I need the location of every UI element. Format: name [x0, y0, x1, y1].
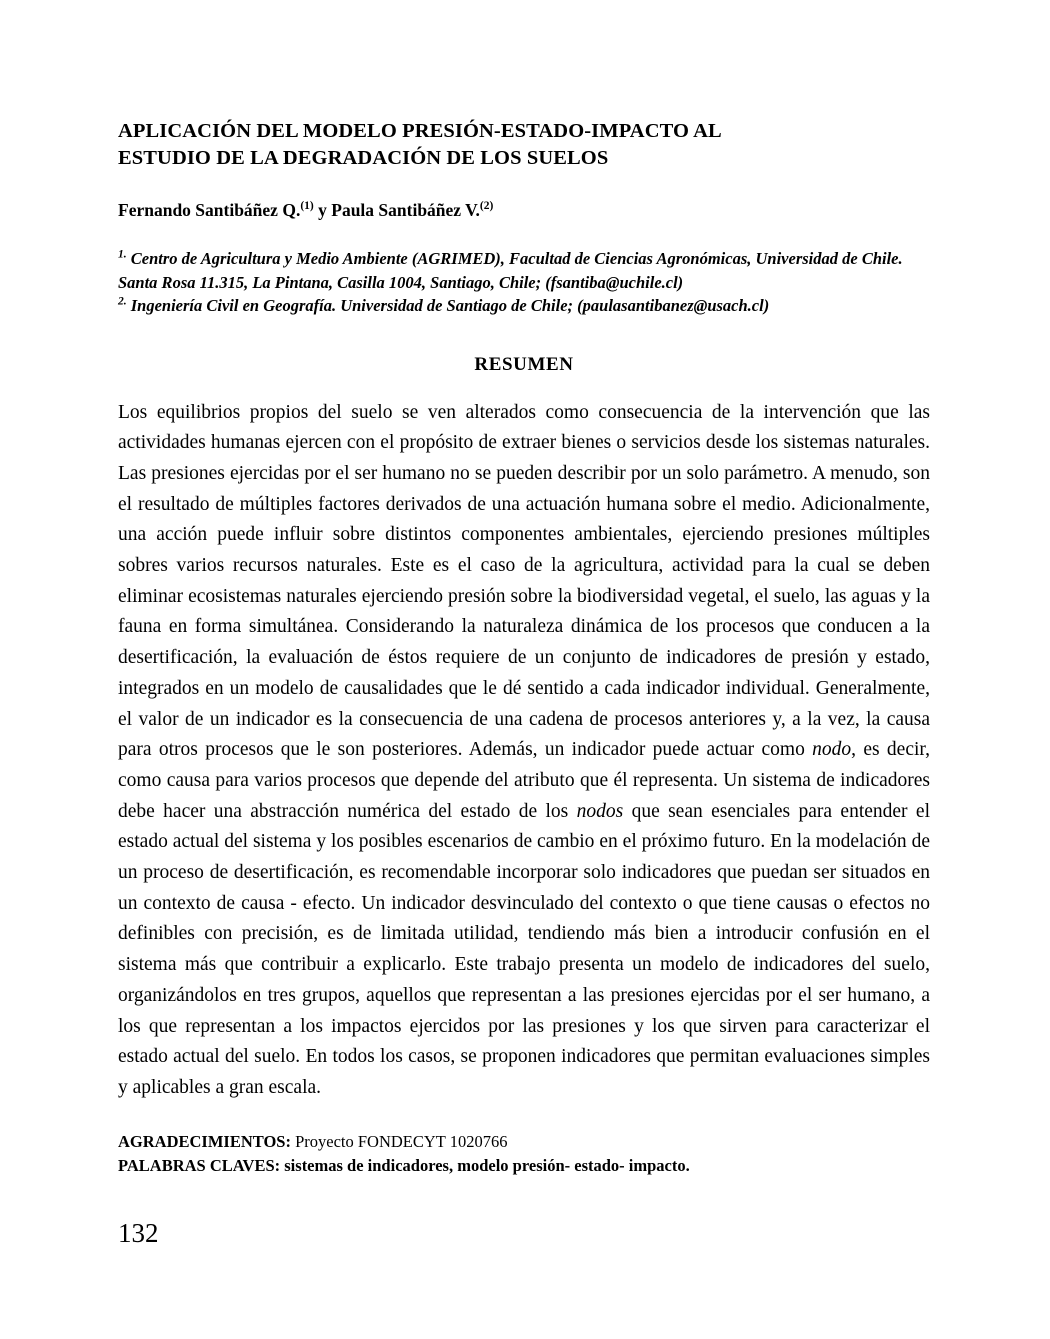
affiliation-1 [118, 247, 930, 294]
author-conjunction: y [313, 199, 332, 220]
author-name-1: Fernando Santibáñez Q. [118, 199, 301, 220]
acknowledgements-text: Proyecto FONDECYT 1020766 [290, 1131, 508, 1151]
keywords [118, 1154, 930, 1178]
page-title [118, 118, 930, 173]
author-list [118, 199, 930, 222]
affiliation-text-2: Ingeniería Civil en Geografía. Universidad de Santiago de Chile; (paulasantibanez@usach.cl) [130, 296, 770, 316]
abstract-part-2: , es decir, como causa para varios procesos que depende del atributo que él representa. Un sistema de indicadores debe hacer una abstracción numérica del estado de los [118, 739, 930, 822]
keywords-text: sistemas de indicadores, modelo presión- estado- impacto. [280, 1155, 690, 1175]
affiliation-mark-2: 2. [118, 295, 127, 308]
title-line-2: ESTUDIO DE LA DEGRADACIÓN DE LOS SUELOS [118, 147, 609, 170]
affiliation-mark-1: 1. [118, 248, 127, 261]
author-name-2: Paula Santibáñez V. [331, 199, 480, 220]
abstract-term-nodos: nodos [576, 800, 624, 822]
footer-notes [118, 1130, 930, 1178]
abstract-heading: RESUMEN [474, 353, 574, 375]
keywords-label: PALABRAS CLAVES: [118, 1155, 281, 1175]
abstract-part-3: que sean esenciales para entender el estado actual del sistema y los posibles escenarios de cambio en el próximo futuro. En la modelación de un proceso de desertificación, es recomendable incorporar solo indicadores que puedan ser situados en un contexto de causa - efecto. Un indicador desvinculado del contexto o que tiene causas o efectos no definibles con precisión, es de limitada utilidad, tendiendo más bien a introducir confusión en el sistema más que contribuir a explicarlo. Este trabajo presenta un modelo de indicadores del suelo, organizándolos en tres grupos, aquellos que representan a las presiones ejercidas por el ser humano, a los que representan a los impactos ejercidos por las presiones y los que sirven para caracterizar el estado actual del suelo. En todos los casos, se proponen indicadores que permitan evaluaciones simples y aplicables a gran escala. [118, 800, 930, 1098]
acknowledgements [118, 1130, 930, 1154]
abstract-term-nodo: nodo [812, 739, 852, 761]
affiliation-2 [118, 294, 930, 317]
page-number: 132 [118, 1218, 159, 1248]
author-affiliation-mark-2: (2) [479, 199, 494, 212]
abstract-part-1: Los equilibrios propios del suelo se ven alterados como consecuencia de la intervención que las actividades humanas ejercen con el propósito de extraer bienes o servicios desde los sistemas naturales. Las presiones ejercidas por el ser humano no se pueden describir por un solo parámetro. A menudo, son el resultado de múltiples factores derivados de una actuación humana sobre el medio. Adicionalmente, una acción puede influir sobre distintos componentes ambientales, ejerciendo presiones múltiples sobres varios recursos naturales. Este es el caso de la agricultura, actividad para la cual se deben eliminar ecosistemas naturales ejerciendo presión sobre la biodiversidad vegetal, el suelo, las aguas y la fauna en forma simultánea. Considerando la naturaleza dinámica de los procesos que conducen a la desertificación, la evaluación de éstos requiere de un conjunto de indicadores de presión y estado, integrados en un modelo de causalidades que le dé sentido a cada indicador individual. Generalmente, el valor de un indicador es la consecuencia de una cadena de procesos anteriores y, a la vez, la causa para otros procesos que le son posteriores. Además, un indicador puede actuar como [118, 401, 930, 761]
abstract-body [118, 398, 930, 1104]
affiliation-text-1: Centro de Agricultura y Medio Ambiente (AGRIMED), Facultad de Ciencias Agronómicas, Universidad de Chile. Santa Rosa 11.315, La Pintana, Casilla 1004, Santiago, Chile; (fsantiba@uchile.cl) [118, 249, 903, 292]
acknowledgements-label: AGRADECIMIENTOS: [118, 1131, 291, 1151]
title-line-1: APLICACIÓN DEL MODELO PRESIÓN-ESTADO-IMPACTO AL [118, 120, 722, 142]
affiliation-block [118, 247, 930, 317]
author-affiliation-mark-1: (1) [300, 199, 314, 212]
